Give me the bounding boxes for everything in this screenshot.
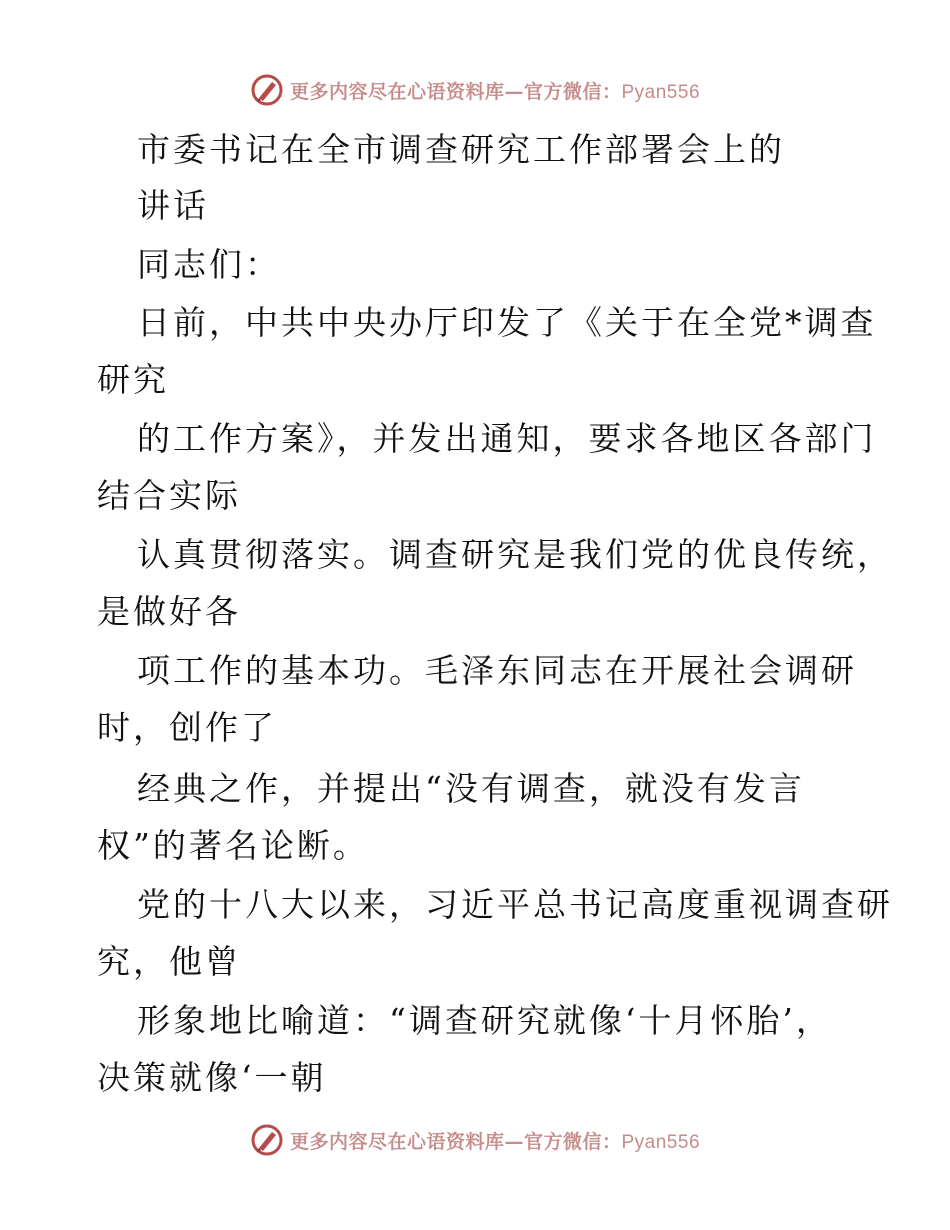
banner-text: 更多内容尽在心语资料库—官方微信：Pyan556 xyxy=(289,80,701,103)
body-line: 党的十八大以来，习近平总书记高度重视调查研 xyxy=(137,885,893,924)
body-line: 是做好各 xyxy=(97,592,241,631)
body-line: 权”的著名论断。 xyxy=(97,826,369,865)
body-line: 究，他曾 xyxy=(97,942,241,981)
body-line: 时，创作了 xyxy=(97,708,277,747)
document-title-line-2: 讲话 xyxy=(137,186,209,225)
body-line: 的工作方案》，并发出通知，要求各地区各部门 xyxy=(137,419,877,458)
pen-logo-icon xyxy=(250,73,284,107)
body-line: 形象地比喻道：“调查研究就像‘十月怀胎’， xyxy=(137,1001,832,1040)
body-line: 结合实际 xyxy=(97,476,241,515)
wechat-id: Pyan556 xyxy=(621,1131,701,1153)
footer-banner xyxy=(0,1120,950,1160)
body-line: 项工作的基本功。毛泽东同志在开展社会调研 xyxy=(137,651,857,690)
document-title-line-1: 市委书记在全市调查研究工作部署会上的 xyxy=(137,130,785,169)
body-line: 日前，中共中央办厅印发了《关于在全党*调查 xyxy=(137,303,877,342)
body-line: 研究 xyxy=(97,360,169,399)
pen-logo-icon xyxy=(250,1123,284,1157)
body-line: 认真贯彻落实。调查研究是我们党的优良传统， xyxy=(137,535,893,574)
body-line: 经典之作，并提出“没有调查，就没有发言 xyxy=(137,769,805,808)
banner-text: 更多内容尽在心语资料库—官方微信：Pyan556 xyxy=(289,1130,701,1153)
salutation: 同志们： xyxy=(137,245,281,284)
wechat-id: Pyan556 xyxy=(621,81,701,103)
body-line: 决策就像‘一朝 xyxy=(97,1058,327,1097)
header-banner xyxy=(0,70,950,110)
